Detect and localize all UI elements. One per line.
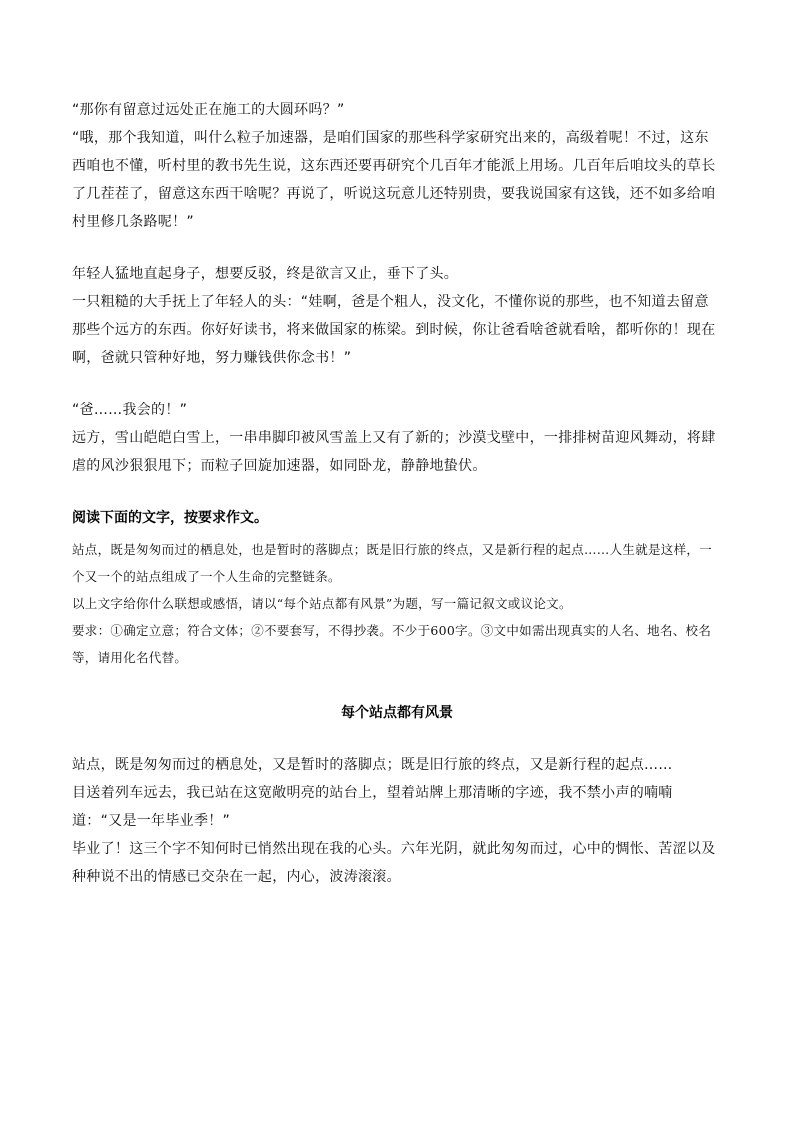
- essay-paragraph-3: 毕业了！这三个字不知何时已悄然出现在我的心头。六年光阴，就此匆匆而过，心中的惆怅、苦涩以及种种说不出的情感已交杂在一起，内心，波涛滚滚。: [72, 841, 716, 885]
- task-heading: 阅读下面的文字，按要求作文。: [72, 510, 268, 526]
- section-gap: [72, 480, 722, 504]
- essay-paragraph-1: 站点，既是匆匆而过的栖息处，又是暂时的落脚点；既是旧行旅的终点，又是新行程的起点……: [72, 757, 673, 773]
- story-paragraph-1: “那你有留意过远处正在施工的大圆环吗？”: [72, 102, 345, 118]
- essay-paragraph-2: 目送着列车远去，我已站在这宽敞明亮的站台上，望着站牌上那清晰的字迹，我不禁小声的喃喃道：“又是一年毕业季！”: [72, 785, 673, 829]
- task-requirements: 要求：①确定立意；符合文体；②不要套写，不得抄袭。不少于600字。③文中如需出现真实的人名、地名、校名等，请用化名代替。: [72, 623, 712, 665]
- story-paragraph-5: “爸……我会的！”: [72, 402, 188, 418]
- paragraph-gap: [72, 236, 722, 260]
- page-content: [72, 96, 722, 891]
- task-instruction: 以上文字给你什么联想或感悟，请以“每个站点都有风景”为题，写一篇记叙文或议论文。: [72, 596, 572, 611]
- story-paragraph-6: 远方，雪山皑皑白雪上，一串串脚印被风雪盖上又有了新的；沙漠戈壁中，一排排树苗迎风舞动，将肆虐的风沙狠狠甩下；而粒子回旋加速器，如同卧龙，静静地蛰伏。: [72, 430, 716, 474]
- story-paragraph-2: “哦，那个我知道，叫什么粒子加速器，是咱们国家的那些科学家研究出来的，高级着呢！不过，这东西咱也不懂，听村里的教书先生说，这东西还要再研究个几百年才能派上用场。几百年后咱坟头的草长了几茬茬了，留意这东西干啥呢？再说了，听说这玩意儿还特别贵，要我说国家有这钱，还不如多给咱村里修几条路呢！”: [72, 130, 716, 230]
- task-prompt: 站点，既是匆匆而过的栖息处，也是暂时的落脚点；既是旧行旅的终点，又是新行程的起点……人生就是这样，一个又一个的站点组成了一个人生命的完整链条。: [72, 542, 713, 584]
- story-paragraph-3: 年轻人猛地直起身子，想要反驳，终是欲言又止，垂下了头。: [72, 266, 459, 282]
- story-paragraph-4: 一只粗糙的大手抚上了年轻人的头：“娃啊，爸是个粗人，没文化，不懂你说的那些，也不知道去留意那些个远方的东西。你好好读书，将来做国家的栋梁。到时候，你让爸看啥爸就看啥，都听你的！现在啊，爸就只管种好地，努力赚钱供你念书！”: [72, 294, 716, 366]
- paragraph-gap: [72, 372, 722, 396]
- essay-title: 每个站点都有风景: [341, 705, 453, 721]
